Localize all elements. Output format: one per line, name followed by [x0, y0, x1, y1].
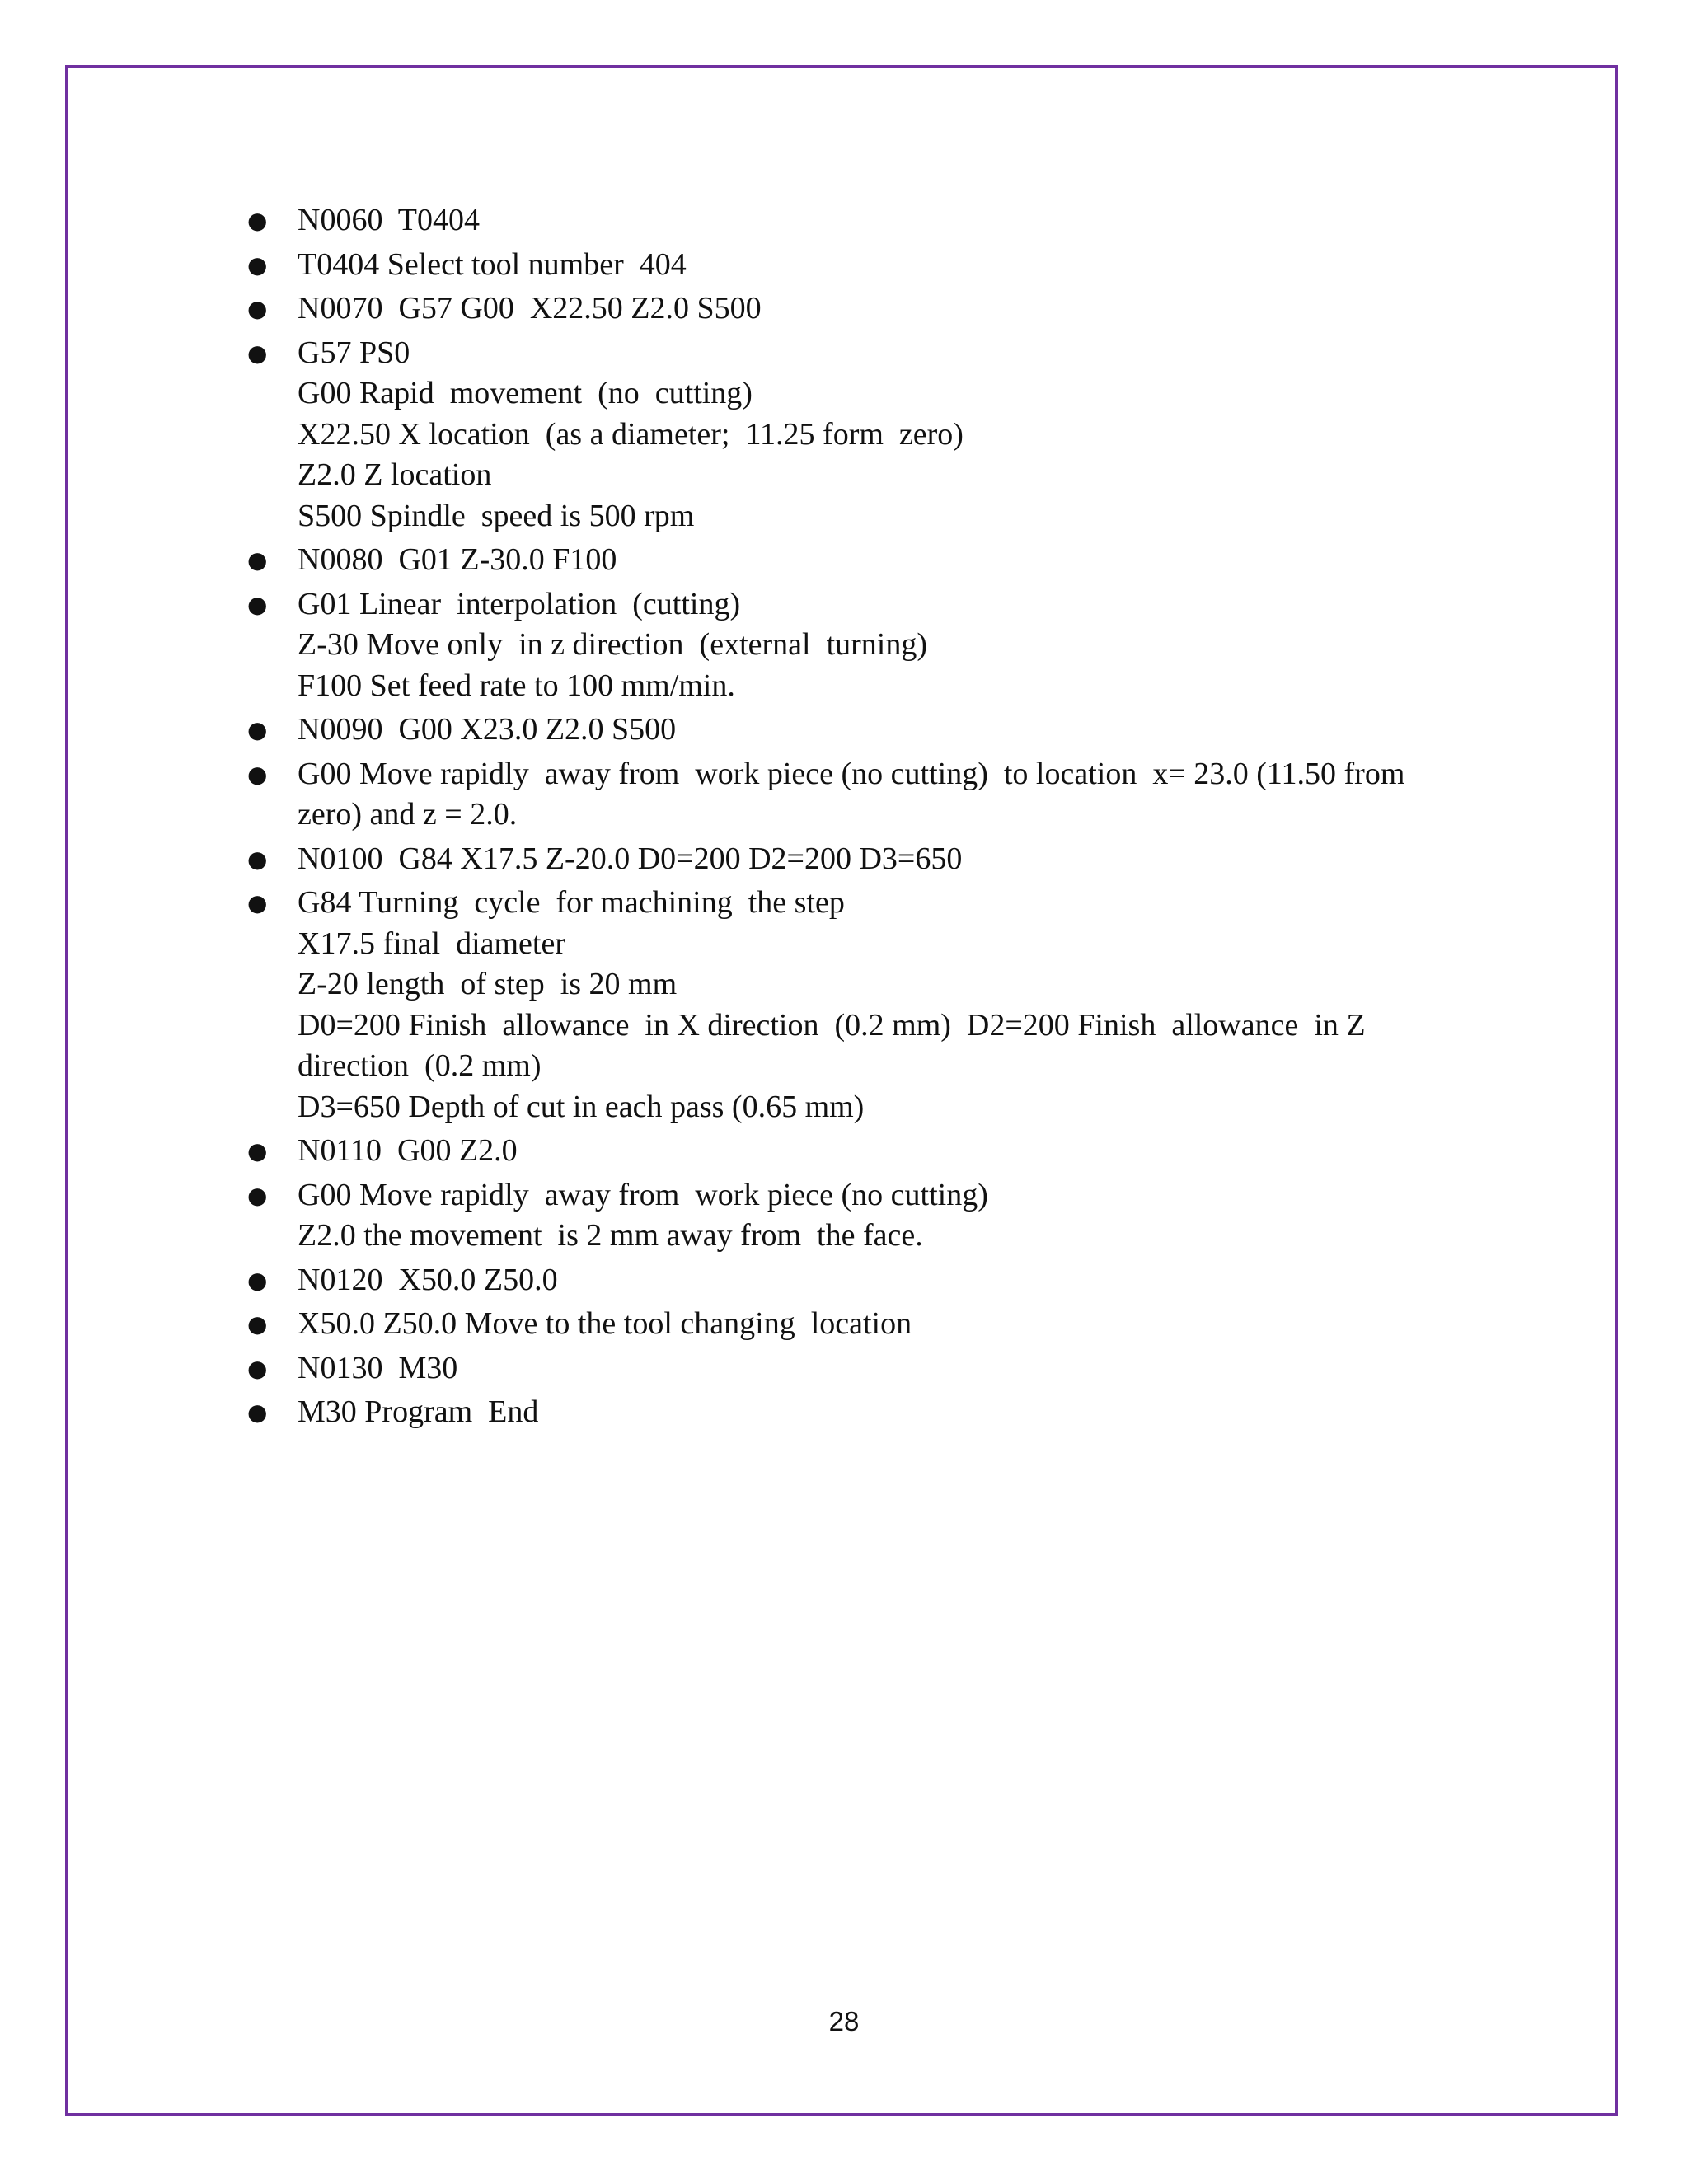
list-item	[247, 540, 1451, 581]
list-item-line: Z2.0 Z location	[298, 457, 492, 492]
list-item	[247, 1260, 1451, 1301]
list-item	[247, 245, 1451, 286]
list-item-line: N0110 G00 Z2.0	[298, 1133, 518, 1168]
list-item-line: G57 PS0	[298, 335, 410, 370]
list-item-line: Z-30 Move only in z direction (external turning)	[298, 627, 928, 662]
list-item	[247, 584, 1451, 707]
list-item-line: N0120 X50.0 Z50.0	[298, 1262, 558, 1297]
list-item-line: G01 Linear interpolation (cutting)	[298, 586, 741, 621]
bullet-icon: ●	[247, 1354, 268, 1382]
list-item-line: direction (0.2 mm)	[298, 1048, 542, 1083]
bullet-icon: ●	[247, 251, 268, 279]
bullet-list	[247, 200, 1451, 1436]
list-item-line: zero) and z = 2.0.	[298, 797, 518, 832]
list-item	[247, 1348, 1451, 1390]
bullet-icon: ●	[247, 207, 268, 234]
list-item	[247, 200, 1451, 241]
bullet-icon: ●	[247, 339, 268, 367]
bullet-icon: ●	[247, 760, 268, 788]
list-item-line: N0090 G00 X23.0 Z2.0 S500	[298, 712, 677, 747]
list-item	[247, 1175, 1451, 1257]
list-item-line: D0=200 Finish allowance in X direction (0.2 mm) D2=200 Finish allowance in Z	[298, 1007, 1366, 1043]
list-item-line: X50.0 Z50.0 Move to the tool changing location	[298, 1306, 912, 1341]
list-item	[247, 710, 1451, 751]
list-item-line: G00 Move rapidly away from work piece (no cutting)	[298, 1177, 988, 1212]
list-item	[247, 754, 1451, 836]
list-item-line: N0100 G84 X17.5 Z-20.0 D0=200 D2=200 D3=650	[298, 841, 963, 876]
list-item-line: F100 Set feed rate to 100 mm/min.	[298, 668, 735, 703]
list-item-line: G00 Move rapidly away from work piece (no cutting) to location x= 23.0 (11.50 from	[298, 756, 1405, 791]
list-item-line: X17.5 final diameter	[298, 926, 566, 961]
list-item-line: G00 Rapid movement (no cutting)	[298, 376, 753, 410]
bullet-icon: ●	[247, 590, 268, 618]
bullet-icon: ●	[247, 1137, 268, 1165]
list-item-line: Z2.0 the movement is 2 mm away from the face.	[298, 1218, 923, 1253]
bullet-icon: ●	[247, 295, 268, 322]
list-item-line: D3=650 Depth of cut in each pass (0.65 mm)	[298, 1089, 865, 1124]
list-item-line: N0130 M30	[298, 1350, 458, 1385]
bullet-icon: ●	[247, 1181, 268, 1209]
bullet-icon: ●	[247, 1399, 268, 1426]
page-number: 28	[828, 2006, 860, 2036]
list-item-line: X22.50 X location (as a diameter; 11.25 form zero)	[298, 416, 964, 452]
list-item-line: M30 Program End	[298, 1394, 539, 1429]
bullet-icon: ●	[247, 546, 268, 574]
list-item	[247, 883, 1451, 1127]
list-item-line: N0070 G57 G00 X22.50 Z2.0 S500	[298, 291, 762, 326]
list-item-line: N0080 G01 Z-30.0 F100	[298, 542, 617, 577]
list-item-line: G84 Turning cycle for machining the step	[298, 885, 845, 920]
list-item	[247, 1304, 1451, 1345]
list-item	[247, 839, 1451, 880]
bullet-icon: ●	[247, 1266, 268, 1294]
bullet-icon: ●	[247, 716, 268, 743]
list-item-line: N0060 T0404	[298, 203, 480, 237]
bullet-icon: ●	[247, 889, 268, 916]
list-item	[247, 1392, 1451, 1433]
bullet-icon: ●	[247, 845, 268, 873]
bullet-icon: ●	[247, 1310, 268, 1338]
list-item-line: Z-20 length of step is 20 mm	[298, 967, 678, 1001]
list-item	[247, 288, 1451, 330]
list-item	[247, 1131, 1451, 1172]
list-item	[247, 333, 1451, 537]
list-item-line: S500 Spindle speed is 500 rpm	[298, 498, 695, 533]
list-item-line: T0404 Select tool number 404	[298, 246, 687, 282]
